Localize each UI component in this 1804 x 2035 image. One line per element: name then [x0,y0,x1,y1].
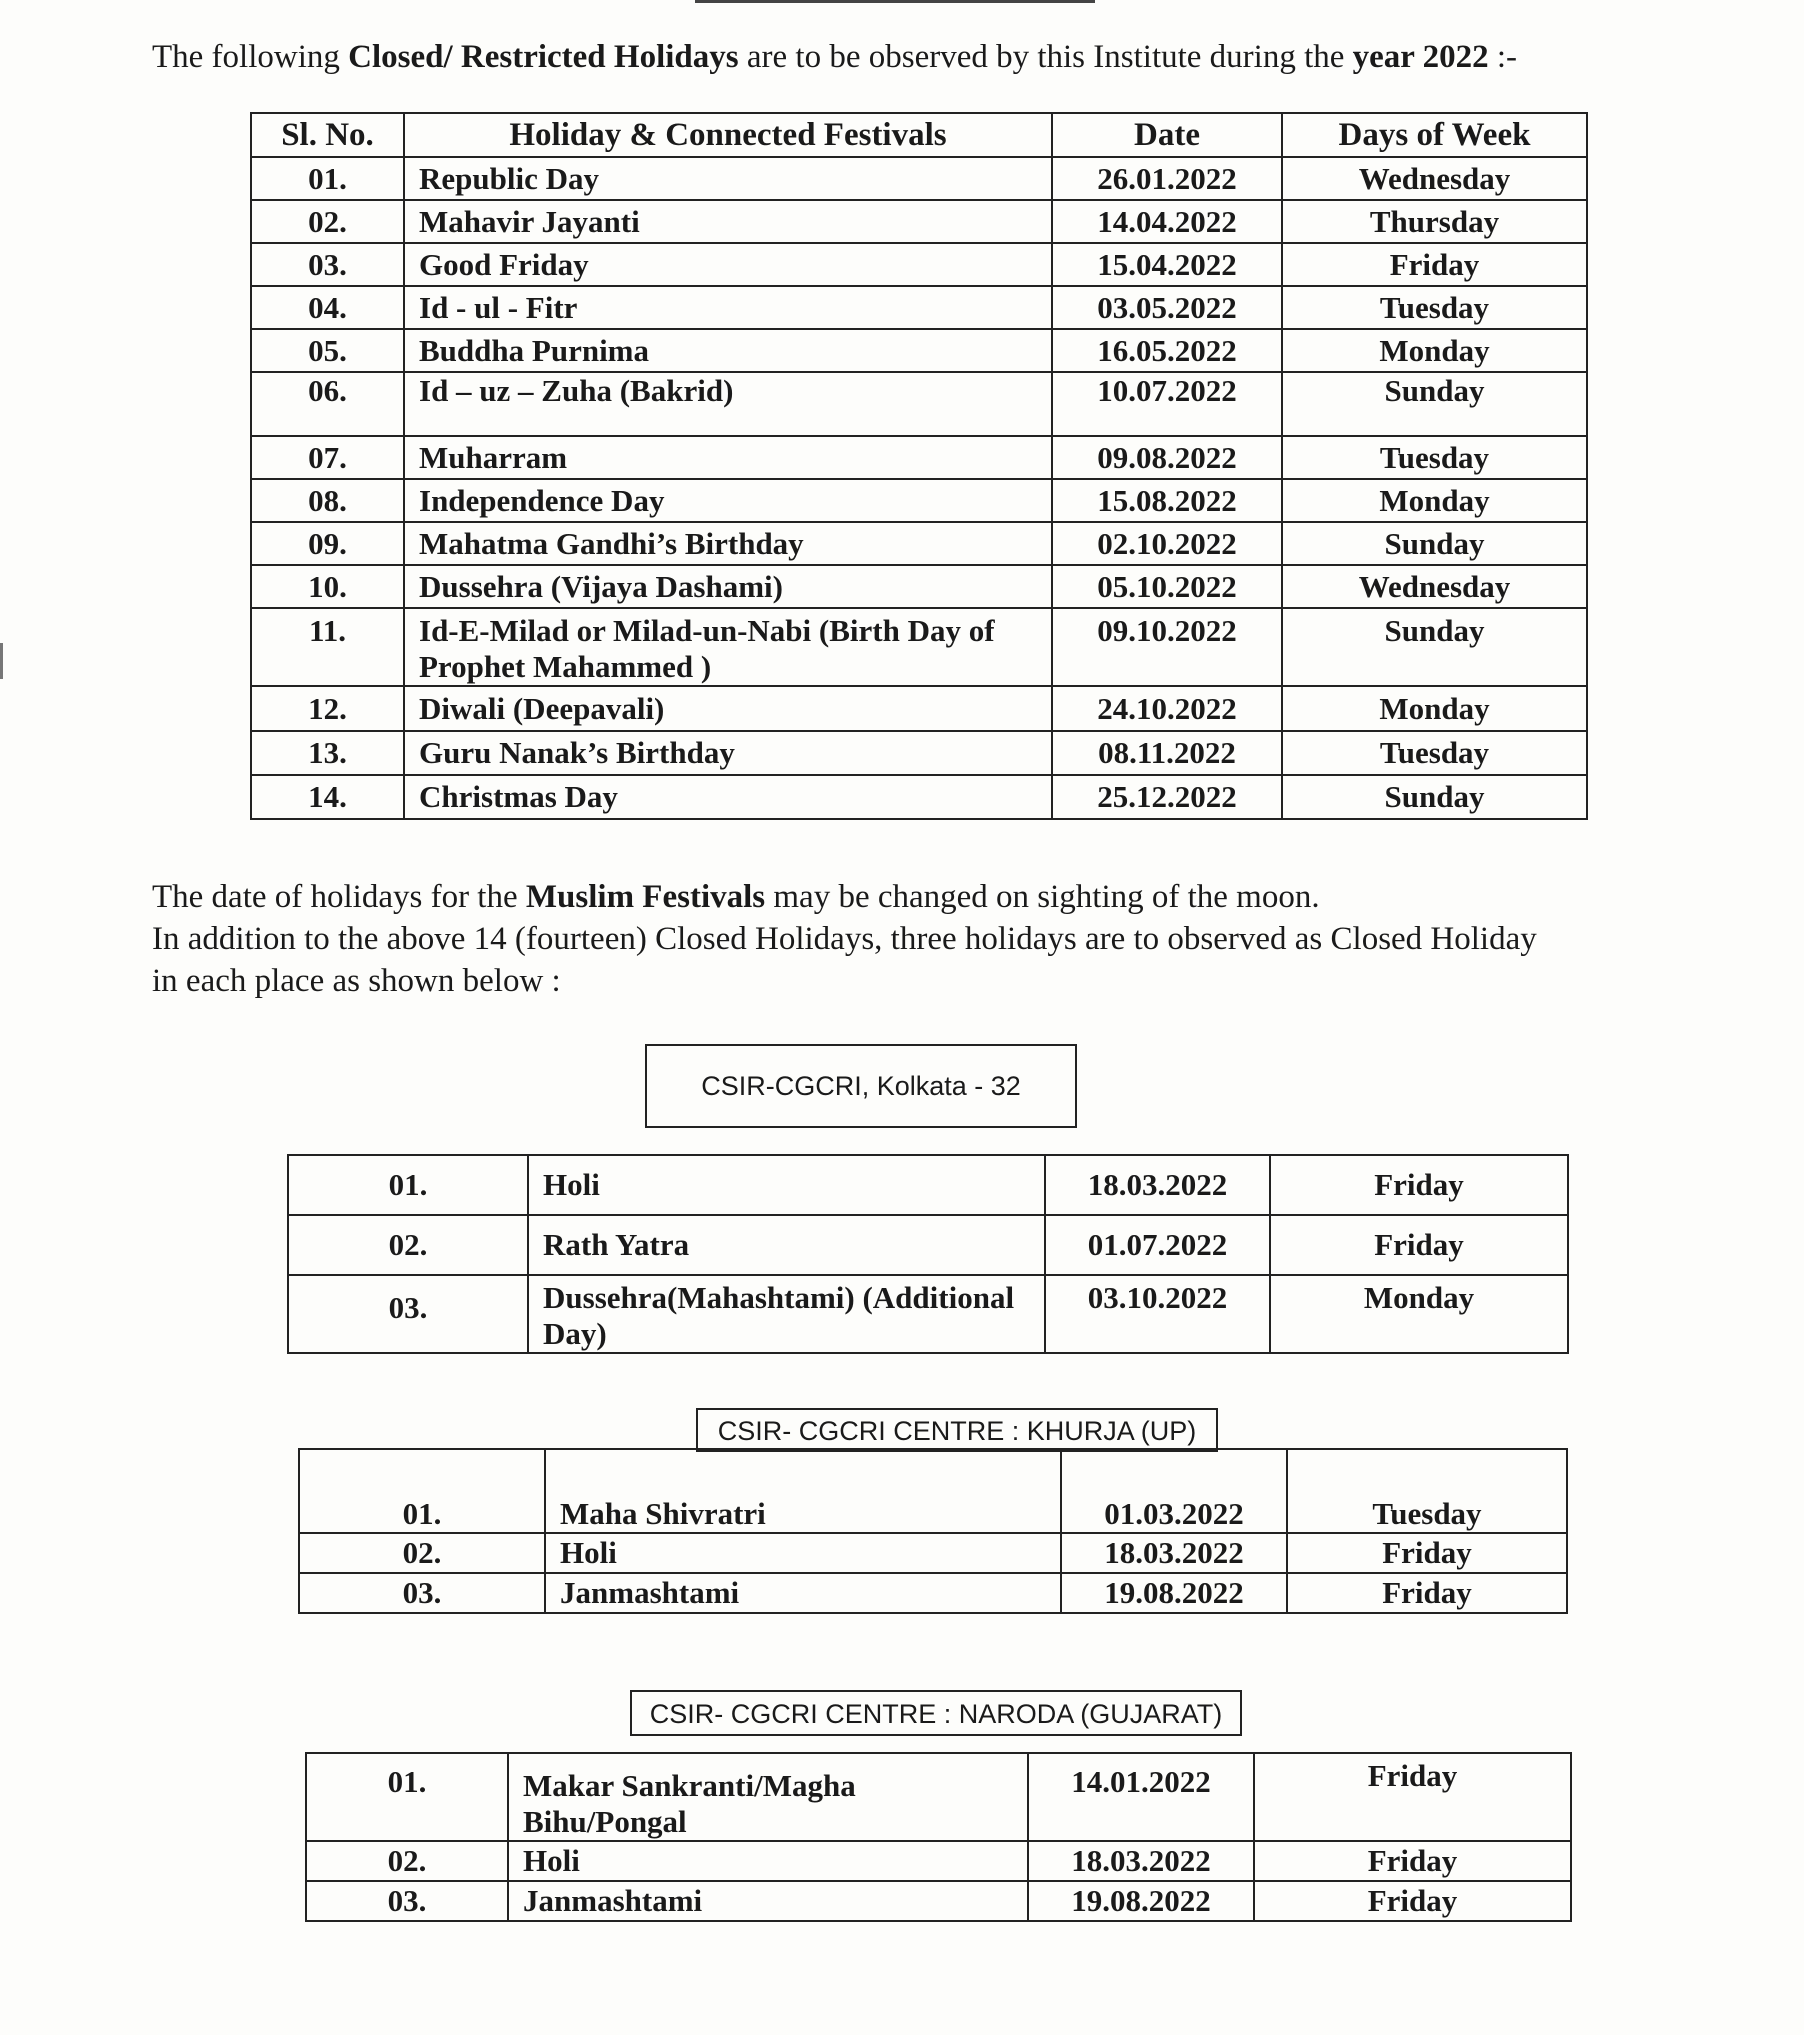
row-day: Tuesday [1282,436,1587,479]
row-number: 01. [288,1155,528,1215]
table-row [251,608,1587,686]
table-row [288,1275,1568,1353]
header-holiday: Holiday & Connected Festivals [404,113,1052,157]
row-day: Friday [1282,243,1587,286]
row-holiday: Guru Nanak’s Birthday [404,731,1052,775]
row-holiday: Makar Sankranti/Magha Bihu/Pongal [508,1753,1028,1841]
row-day: Tuesday [1282,286,1587,329]
row-day: Monday [1270,1275,1568,1353]
row-number: 08. [251,479,404,522]
naroda-title-box: CSIR- CGCRI CENTRE : NARODA (GUJARAT) [630,1690,1242,1736]
table-row [251,731,1587,775]
row-date: 09.08.2022 [1052,436,1282,479]
row-number: 03. [251,243,404,286]
row-day: Monday [1282,329,1587,372]
row-date: 19.08.2022 [1028,1881,1254,1921]
intro-paragraph [152,36,1517,78]
row-number: 01. [299,1449,545,1533]
row-date: 18.03.2022 [1061,1533,1287,1573]
row-date: 16.05.2022 [1052,329,1282,372]
row-day: Sunday [1282,608,1587,686]
row-date: 14.01.2022 [1028,1753,1254,1841]
row-day: Friday [1270,1215,1568,1275]
row-day: Monday [1282,686,1587,731]
row-number: 02. [299,1533,545,1573]
row-day: Thursday [1282,200,1587,243]
table-row [306,1841,1571,1881]
top-rule [695,0,1095,3]
row-date: 02.10.2022 [1052,522,1282,565]
row-day: Monday [1282,479,1587,522]
row-date: 10.07.2022 [1052,372,1282,436]
row-date: 15.04.2022 [1052,243,1282,286]
row-holiday: Holi [545,1533,1061,1573]
row-number: 02. [306,1841,508,1881]
row-day: Friday [1287,1573,1567,1613]
header-sl-no: Sl. No. [251,113,404,157]
row-date: 03.05.2022 [1052,286,1282,329]
table-row [299,1533,1567,1573]
row-number: 14. [251,775,404,819]
row-holiday: Diwali (Deepavali) [404,686,1052,731]
table-row [251,243,1587,286]
row-day: Wednesday [1282,157,1587,200]
row-number: 02. [288,1215,528,1275]
kolkata-holiday-table [287,1154,1569,1354]
row-number: 05. [251,329,404,372]
khurja-title-box: CSIR- CGCRI CENTRE : KHURJA (UP) [696,1408,1218,1452]
row-date: 08.11.2022 [1052,731,1282,775]
naroda-holiday-table [305,1752,1572,1922]
table-header-row [251,113,1587,157]
row-holiday: Janmashtami [545,1573,1061,1613]
row-date: 01.07.2022 [1045,1215,1270,1275]
row-number: 07. [251,436,404,479]
row-number: 09. [251,522,404,565]
table-row [251,565,1587,608]
row-number: 10. [251,565,404,608]
table-row [251,286,1587,329]
row-holiday: Janmashtami [508,1881,1028,1921]
row-date: 05.10.2022 [1052,565,1282,608]
row-number: 04. [251,286,404,329]
row-date: 09.10.2022 [1052,608,1282,686]
margin-mark [0,643,3,679]
intro-text: :- [1488,39,1518,75]
row-day: Tuesday [1287,1449,1567,1533]
note-bold-muslim: Muslim Festivals [525,879,766,915]
row-holiday: Republic Day [404,157,1052,200]
intro-text: are to be observed by this Institute during the [738,39,1353,75]
table-row [306,1753,1571,1841]
row-holiday: Good Friday [404,243,1052,286]
row-holiday: Muharram [404,436,1052,479]
row-holiday: Dussehra (Vijaya Dashami) [404,565,1052,608]
row-holiday: Maha Shivratri [545,1449,1061,1533]
addition-note-line2: in each place as shown below : [152,963,561,999]
row-number: 13. [251,731,404,775]
row-number: 03. [288,1275,528,1353]
row-day: Friday [1254,1841,1571,1881]
row-day: Tuesday [1282,731,1587,775]
row-number: 12. [251,686,404,731]
table-row [251,522,1587,565]
table-row [299,1449,1567,1533]
table-row [251,479,1587,522]
row-holiday: Dussehra(Mahashtami) (Additional Day) [528,1275,1045,1353]
row-holiday: Mahavir Jayanti [404,200,1052,243]
row-number: 01. [306,1753,508,1841]
note-text: may be changed on sighting of the moon. [765,879,1320,915]
row-number: 03. [299,1573,545,1613]
row-day: Wednesday [1282,565,1587,608]
row-date: 19.08.2022 [1061,1573,1287,1613]
row-date: 25.12.2022 [1052,775,1282,819]
kolkata-title-box: CSIR-CGCRI, Kolkata - 32 [645,1044,1077,1128]
table-row [306,1881,1571,1921]
row-date: 18.03.2022 [1045,1155,1270,1215]
row-holiday: Id-E-Milad or Milad-un-Nabi (Birth Day of Prophet Mahammed ) [404,608,1052,686]
header-day: Days of Week [1282,113,1587,157]
table-row [251,686,1587,731]
row-holiday: Buddha Purnima [404,329,1052,372]
table-row [288,1215,1568,1275]
row-day: Friday [1254,1753,1571,1841]
row-day: Friday [1254,1881,1571,1921]
intro-bold-year: year 2022 [1352,39,1489,75]
row-holiday: Id - ul - Fitr [404,286,1052,329]
row-date: 01.03.2022 [1061,1449,1287,1533]
row-holiday: Holi [508,1841,1028,1881]
khurja-holiday-table [298,1448,1568,1614]
row-date: 26.01.2022 [1052,157,1282,200]
row-day: Friday [1287,1533,1567,1573]
row-day: Sunday [1282,372,1587,436]
header-date: Date [1052,113,1282,157]
row-date: 03.10.2022 [1045,1275,1270,1353]
table-row [251,200,1587,243]
intro-text: The following [152,39,349,75]
table-row [251,329,1587,372]
row-holiday: Holi [528,1155,1045,1215]
addition-note-line1: In addition to the above 14 (fourteen) Closed Holidays, three holidays are to observed as Closed Holiday [152,921,1537,957]
row-number: 02. [251,200,404,243]
row-number: 11. [251,608,404,686]
row-holiday: Rath Yatra [528,1215,1045,1275]
row-holiday: Christmas Day [404,775,1052,819]
row-date: 14.04.2022 [1052,200,1282,243]
row-day: Friday [1270,1155,1568,1215]
table-row [251,436,1587,479]
table-row [251,372,1587,436]
row-holiday: Id – uz – Zuha (Bakrid) [404,372,1052,436]
main-holiday-table [250,112,1588,820]
row-date: 15.08.2022 [1052,479,1282,522]
note-text: The date of holidays for the [152,879,526,915]
row-date: 24.10.2022 [1052,686,1282,731]
row-holiday: Mahatma Gandhi’s Birthday [404,522,1052,565]
table-row [251,775,1587,819]
row-number: 06. [251,372,404,436]
row-number: 03. [306,1881,508,1921]
table-row [251,157,1587,200]
row-day: Sunday [1282,775,1587,819]
table-row [288,1155,1568,1215]
row-date: 18.03.2022 [1028,1841,1254,1881]
moon-note [152,876,1320,918]
row-number: 01. [251,157,404,200]
row-day: Sunday [1282,522,1587,565]
table-row [299,1573,1567,1613]
intro-bold-holidays: Closed/ Restricted Holidays [348,39,739,75]
row-holiday: Independence Day [404,479,1052,522]
